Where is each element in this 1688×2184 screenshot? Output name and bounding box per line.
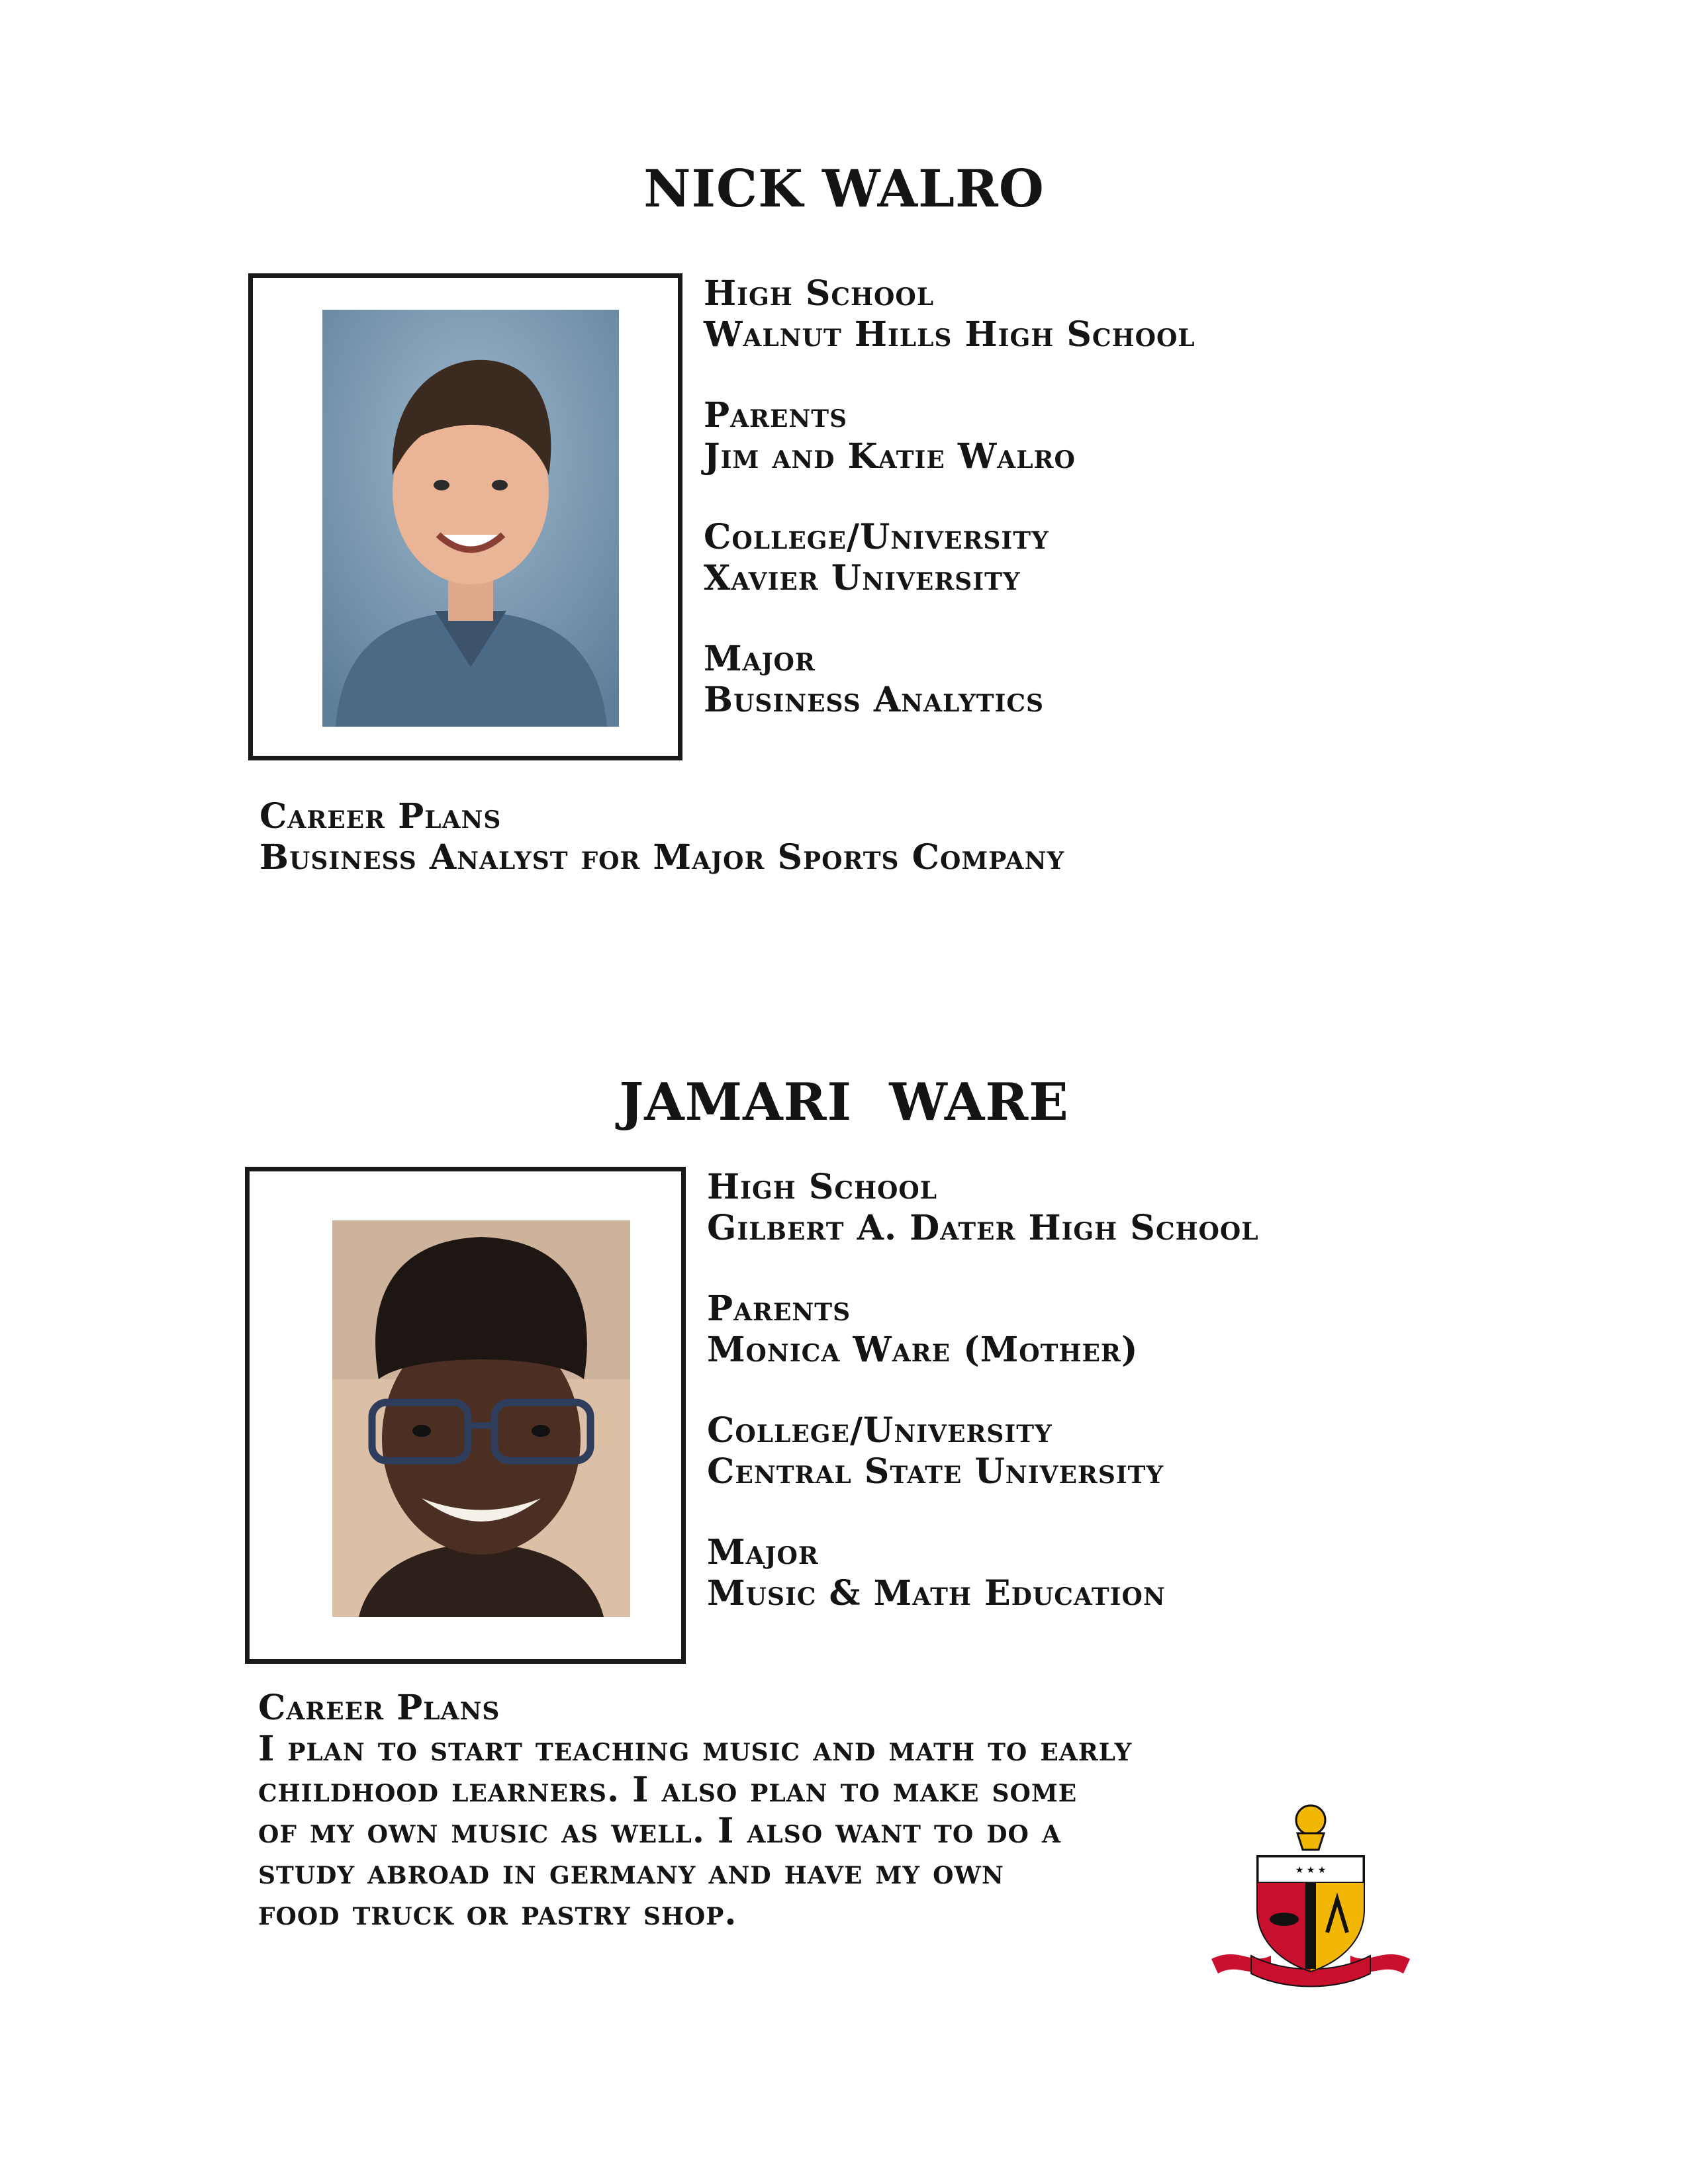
student-name: NICK WALRO [643,159,1045,219]
fraternity-crest-icon [1211,1800,1410,1999]
college-value: Xavier University [704,558,1021,598]
parents-label: Parents [707,1289,851,1329]
major-value: Business Analytics [704,680,1045,720]
career-label: Career Plans [258,1688,500,1728]
career-text-line: I plan to start teaching music and math to early [258,1729,1133,1769]
career-text-line: Business Analyst for Major Sports Company [259,837,1065,878]
career-text-line: study abroad in germany and have my own [258,1852,1004,1892]
student-photo [322,310,619,727]
college-label: College/University [704,517,1049,557]
student-details [707,1167,1259,1654]
student-details [704,273,1196,760]
career-text-line: food truck or pastry shop. [258,1893,737,1933]
student-photo [332,1220,630,1617]
high-school-value: Gilbert A. Dater High School [707,1208,1259,1248]
high-school-value: Walnut Hills High School [704,314,1196,355]
college-label: College/University [707,1410,1053,1451]
parents-value: Jim and Katie Walro [704,436,1076,477]
career-plans [259,796,1064,878]
career-text-line: of my own music as well. I also want to do a [258,1811,1061,1851]
major-label: Major [707,1532,819,1572]
major-label: Major [704,639,816,679]
major-value: Music & Math Education [707,1573,1166,1614]
career-text-line: childhood learners. I also plan to make some [258,1770,1078,1810]
college-value: Central State University [707,1451,1164,1492]
career-plans [258,1688,1132,1934]
student-name: JAMARI WARE [619,1072,1069,1132]
parents-value: Monica Ware (Mother) [707,1330,1139,1370]
career-label: Career Plans [259,796,502,837]
high-school-label: High School [707,1167,938,1207]
high-school-label: High School [704,273,935,314]
svg-text:★ ★ ★: ★ ★ ★ [1295,1865,1327,1876]
parents-label: Parents [704,395,848,435]
